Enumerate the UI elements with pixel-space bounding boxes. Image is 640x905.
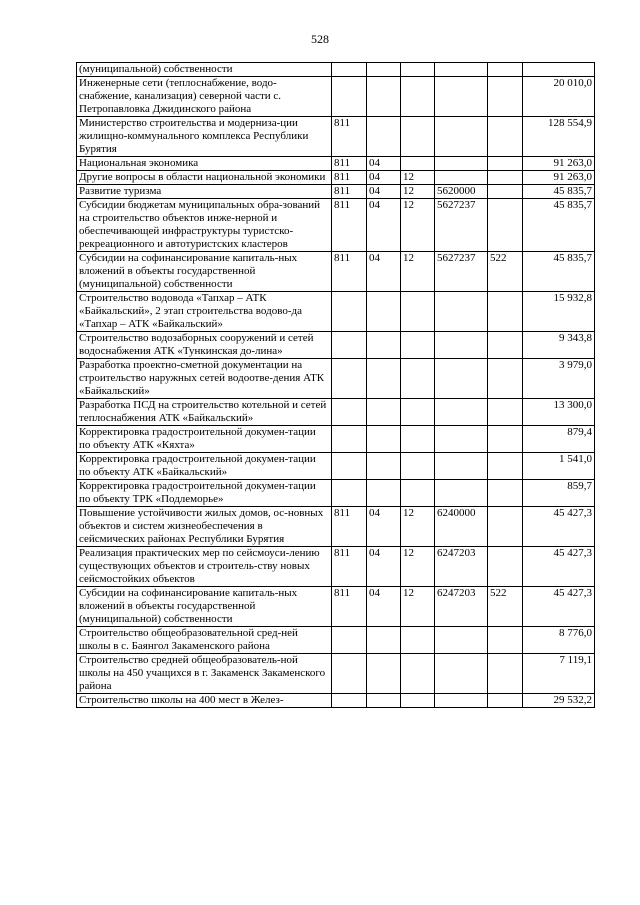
expense-type-code	[488, 77, 523, 117]
target-article-code: 6247203	[435, 547, 488, 587]
ministry-code: 811	[332, 199, 367, 252]
target-article-code	[435, 77, 488, 117]
target-article-code	[435, 453, 488, 480]
row-name: Субсидии бюджетам муниципальных обра-зований на строительство объектов инже-нерной и обеспечивающей инфраструктуры туристско-рекреационного и автотуристских кластеров	[77, 199, 332, 252]
amount: 20 010,0	[523, 77, 595, 117]
table-row	[77, 77, 595, 117]
row-name: Корректировка градостроительной докумен-тации по объекту АТК «Байкальский»	[77, 453, 332, 480]
amount: 13 300,0	[523, 399, 595, 426]
ministry-code	[332, 694, 367, 708]
row-name: Корректировка градостроительной докумен-тации по объекту ТРК «Подлеморье»	[77, 480, 332, 507]
target-article-code	[435, 63, 488, 77]
section-code: 04	[367, 199, 401, 252]
ministry-code	[332, 292, 367, 332]
amount	[523, 63, 595, 77]
expense-type-code	[488, 359, 523, 399]
row-name: Реализация практических мер по сейсмоуси-лению существующих объектов и строитель-ству новых сейсмостойких объектов	[77, 547, 332, 587]
target-article-code: 6240000	[435, 507, 488, 547]
expense-type-code	[488, 453, 523, 480]
amount: 45 427,3	[523, 587, 595, 627]
amount: 859,7	[523, 480, 595, 507]
section-code: 04	[367, 547, 401, 587]
table-row	[77, 252, 595, 292]
subsection-code	[401, 63, 435, 77]
amount: 7 119,1	[523, 654, 595, 694]
target-article-code	[435, 694, 488, 708]
target-article-code	[435, 332, 488, 359]
ministry-code	[332, 77, 367, 117]
row-name: Строительство средней общеобразователь-ной школы на 450 учащихся в г. Закаменск Закаменского района	[77, 654, 332, 694]
amount: 3 979,0	[523, 359, 595, 399]
section-code	[367, 117, 401, 157]
table-row	[77, 171, 595, 185]
amount: 1 541,0	[523, 453, 595, 480]
budget-table	[76, 62, 595, 708]
amount: 45 427,3	[523, 507, 595, 547]
budget-table-body	[77, 63, 595, 708]
table-row	[77, 507, 595, 547]
expense-type-code: 522	[488, 587, 523, 627]
target-article-code	[435, 654, 488, 694]
expense-type-code	[488, 332, 523, 359]
expense-type-code	[488, 480, 523, 507]
subsection-code: 12	[401, 199, 435, 252]
ministry-code	[332, 627, 367, 654]
expense-type-code	[488, 185, 523, 199]
table-row	[77, 654, 595, 694]
row-name: Разработка проектно-сметной документации на строительство наружных сетей водоотве-дения АТК «Байкальский»	[77, 359, 332, 399]
expense-type-code	[488, 171, 523, 185]
subsection-code: 12	[401, 547, 435, 587]
amount: 45 427,3	[523, 547, 595, 587]
subsection-code	[401, 453, 435, 480]
table-row	[77, 185, 595, 199]
ministry-code	[332, 399, 367, 426]
table-row	[77, 426, 595, 453]
section-code	[367, 694, 401, 708]
ministry-code: 811	[332, 252, 367, 292]
ministry-code: 811	[332, 185, 367, 199]
section-code	[367, 292, 401, 332]
amount: 128 554,9	[523, 117, 595, 157]
expense-type-code	[488, 399, 523, 426]
row-name: Субсидии на софинансирование капиталь-ных вложений в объекты государственной (муниципальной) собственности	[77, 252, 332, 292]
target-article-code: 5627237	[435, 252, 488, 292]
subsection-code	[401, 157, 435, 171]
subsection-code	[401, 332, 435, 359]
ministry-code: 811	[332, 547, 367, 587]
ministry-code: 811	[332, 587, 367, 627]
ministry-code: 811	[332, 117, 367, 157]
section-code: 04	[367, 157, 401, 171]
table-row	[77, 63, 595, 77]
amount: 91 263,0	[523, 157, 595, 171]
subsection-code	[401, 480, 435, 507]
amount: 9 343,8	[523, 332, 595, 359]
table-row	[77, 453, 595, 480]
ministry-code	[332, 453, 367, 480]
row-name: Корректировка градостроительной докумен-тации по объекту АТК «Кяхта»	[77, 426, 332, 453]
target-article-code	[435, 157, 488, 171]
subsection-code	[401, 654, 435, 694]
expense-type-code	[488, 199, 523, 252]
ministry-code	[332, 63, 367, 77]
target-article-code: 5620000	[435, 185, 488, 199]
amount: 45 835,7	[523, 185, 595, 199]
subsection-code	[401, 399, 435, 426]
subsection-code	[401, 426, 435, 453]
section-code	[367, 480, 401, 507]
section-code	[367, 63, 401, 77]
table-row	[77, 117, 595, 157]
expense-type-code	[488, 117, 523, 157]
expense-type-code	[488, 63, 523, 77]
amount: 45 835,7	[523, 199, 595, 252]
table-row	[77, 587, 595, 627]
row-name: Повышение устойчивости жилых домов, ос-новных объектов и систем жизнеобеспечения в сейсмических районах Республики Бурятия	[77, 507, 332, 547]
subsection-code: 12	[401, 587, 435, 627]
section-code: 04	[367, 587, 401, 627]
target-article-code	[435, 359, 488, 399]
amount: 29 532,2	[523, 694, 595, 708]
section-code	[367, 77, 401, 117]
table-row	[77, 480, 595, 507]
section-code: 04	[367, 252, 401, 292]
target-article-code	[435, 426, 488, 453]
table-row	[77, 199, 595, 252]
row-name: Инженерные сети (теплоснабжение, водо-снабжение, канализация) северной части с. Петропавловка Джидинского района	[77, 77, 332, 117]
target-article-code: 6247203	[435, 587, 488, 627]
subsection-code	[401, 117, 435, 157]
expense-type-code	[488, 627, 523, 654]
section-code	[367, 399, 401, 426]
target-article-code	[435, 627, 488, 654]
subsection-code	[401, 627, 435, 654]
amount: 45 835,7	[523, 252, 595, 292]
row-name: Национальная экономика	[77, 157, 332, 171]
section-code	[367, 453, 401, 480]
target-article-code	[435, 171, 488, 185]
section-code: 04	[367, 185, 401, 199]
amount: 91 263,0	[523, 171, 595, 185]
table-row	[77, 547, 595, 587]
subsection-code: 12	[401, 507, 435, 547]
table-row	[77, 332, 595, 359]
target-article-code	[435, 399, 488, 426]
ministry-code: 811	[332, 157, 367, 171]
subsection-code	[401, 292, 435, 332]
ministry-code	[332, 426, 367, 453]
row-name: Субсидии на софинансирование капиталь-ных вложений в объекты государственной (муниципальной) собственности	[77, 587, 332, 627]
section-code	[367, 426, 401, 453]
expense-type-code	[488, 292, 523, 332]
table-row	[77, 292, 595, 332]
table-row	[77, 359, 595, 399]
expense-type-code	[488, 694, 523, 708]
row-name: Строительство школы на 400 мест в Желез-	[77, 694, 332, 708]
row-name: Строительство водовода «Тапхар – АТК «Байкальский», 2 этап строительства водово-да «Тапхар – АТК «Байкальский»	[77, 292, 332, 332]
expense-type-code	[488, 654, 523, 694]
target-article-code: 5627237	[435, 199, 488, 252]
expense-type-code: 522	[488, 252, 523, 292]
amount: 8 776,0	[523, 627, 595, 654]
row-name: (муниципальной) собственности	[77, 63, 332, 77]
subsection-code	[401, 359, 435, 399]
section-code: 04	[367, 507, 401, 547]
section-code	[367, 627, 401, 654]
section-code	[367, 332, 401, 359]
ministry-code: 811	[332, 507, 367, 547]
section-code: 04	[367, 171, 401, 185]
target-article-code	[435, 480, 488, 507]
table-row	[77, 157, 595, 171]
section-code	[367, 654, 401, 694]
row-name: Разработка ПСД на строительство котельной и сетей теплоснабжения АТК «Байкальский»	[77, 399, 332, 426]
subsection-code: 12	[401, 185, 435, 199]
subsection-code	[401, 77, 435, 117]
target-article-code	[435, 117, 488, 157]
expense-type-code	[488, 547, 523, 587]
section-code	[367, 359, 401, 399]
row-name: Другие вопросы в области национальной экономики	[77, 171, 332, 185]
table-row	[77, 399, 595, 426]
ministry-code	[332, 332, 367, 359]
ministry-code	[332, 654, 367, 694]
table-row	[77, 694, 595, 708]
amount: 879,4	[523, 426, 595, 453]
row-name: Развитие туризма	[77, 185, 332, 199]
row-name: Строительство водозаборных сооружений и сетей водоснабжения АТК «Тункинская до-лина»	[77, 332, 332, 359]
target-article-code	[435, 292, 488, 332]
ministry-code	[332, 359, 367, 399]
table-row	[77, 627, 595, 654]
ministry-code	[332, 480, 367, 507]
expense-type-code	[488, 507, 523, 547]
ministry-code: 811	[332, 171, 367, 185]
page-number: 528	[311, 32, 329, 46]
expense-type-code	[488, 426, 523, 453]
subsection-code: 12	[401, 252, 435, 292]
amount: 15 932,8	[523, 292, 595, 332]
expense-type-code	[488, 157, 523, 171]
subsection-code: 12	[401, 171, 435, 185]
subsection-code	[401, 694, 435, 708]
row-name: Строительство общеобразовательной сред-ней школы в с. Баянгол Закаменского района	[77, 627, 332, 654]
row-name: Министерство строительства и модерниза-ции жилищно-коммунального комплекса Республики Бурятия	[77, 117, 332, 157]
